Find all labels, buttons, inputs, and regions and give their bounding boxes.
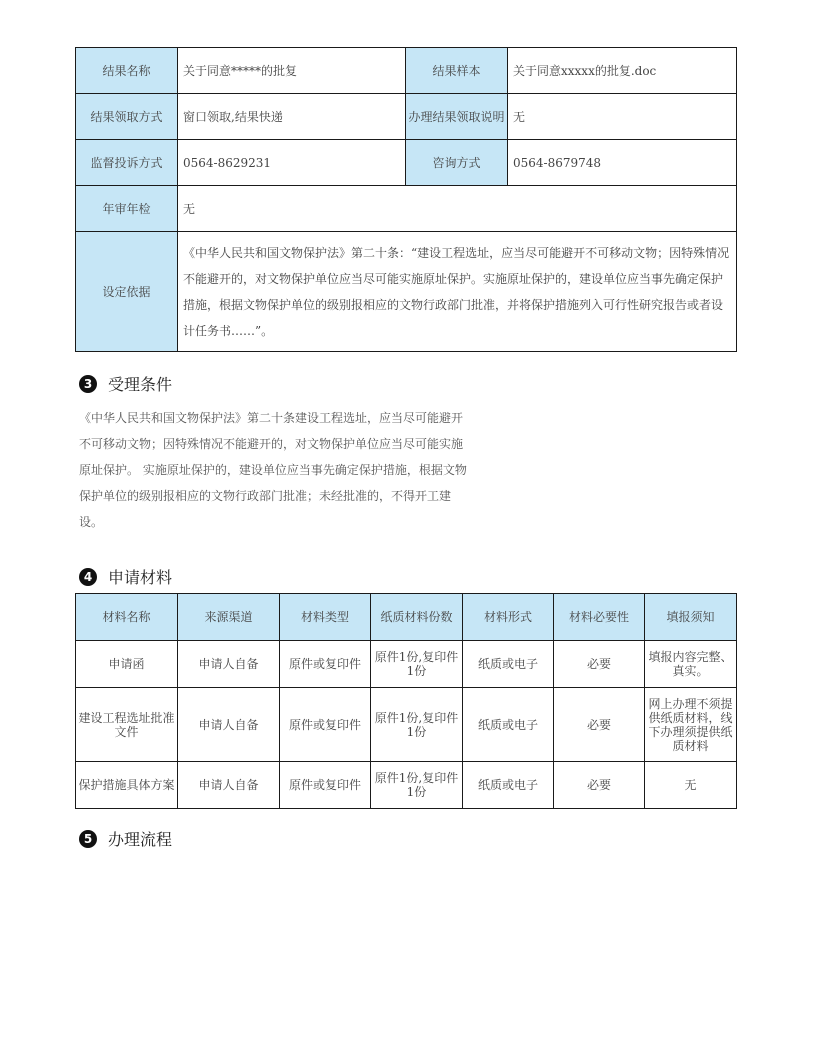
pickup-note-label: 办理结果领取说明 xyxy=(406,94,508,140)
material-source: 申请人自备 xyxy=(178,688,280,762)
material-name: 申请函 xyxy=(76,641,178,688)
material-name: 保护措施具体方案 xyxy=(76,762,178,809)
result-info-table xyxy=(75,47,737,352)
section-process-heading xyxy=(79,827,172,850)
legal-basis-value: 《中华人民共和国文物保护法》第二十条：“建设工程选址，应当尽可能避开不可移动文物；因特殊情况不能避开的，对文物保护单位应当尽可能实施原址保护。实施原址保护的，建设单位应当事先确定保护措施，根据文物保护单位的级别报相应的文物行政部门批准，并将保护措施列入可行性研究报告或者设计任务书……”。 xyxy=(178,232,737,352)
material-necessity: 必要 xyxy=(554,762,645,809)
section-title: 办理流程 xyxy=(108,830,173,849)
material-notes: 填报内容完整、真实。 xyxy=(645,641,737,688)
material-name: 建设工程选址批准文件 xyxy=(76,688,178,762)
annual-check-value: 无 xyxy=(178,186,737,232)
table-header-row xyxy=(76,594,737,641)
result-sample-label: 结果样本 xyxy=(406,48,508,94)
legal-basis-label: 设定依据 xyxy=(76,232,178,352)
material-notes: 网上办理不须提供纸质材料，线下办理须提供纸质材料 xyxy=(645,688,737,762)
column-header: 来源渠道 xyxy=(178,594,280,641)
section-title: 申请材料 xyxy=(108,568,173,587)
table-row xyxy=(76,688,737,762)
column-header: 纸质材料份数 xyxy=(371,594,463,641)
pickup-method-value: 窗口领取,结果快递 xyxy=(178,94,406,140)
material-type: 原件或复印件 xyxy=(280,641,371,688)
material-type: 原件或复印件 xyxy=(280,762,371,809)
pickup-note-value: 无 xyxy=(508,94,737,140)
annual-check-label: 年审年检 xyxy=(76,186,178,232)
result-sample-value: 关于同意xxxxx的批复.doc xyxy=(508,48,737,94)
material-source: 申请人自备 xyxy=(178,641,280,688)
materials-table xyxy=(75,593,737,809)
material-form: 纸质或电子 xyxy=(463,641,554,688)
material-copies: 原件1份,复印件1份 xyxy=(371,641,463,688)
material-notes: 无 xyxy=(645,762,737,809)
section-title: 受理条件 xyxy=(108,375,173,394)
column-header: 材料必要性 xyxy=(554,594,645,641)
complaint-label: 监督投诉方式 xyxy=(76,140,178,186)
result-name-label: 结果名称 xyxy=(76,48,178,94)
acceptance-conditions-text: 《中华人民共和国文物保护法》第二十条建设工程选址，应当尽可能避开不可移动文物；因特殊情况不能避开的，对文物保护单位应当尽可能实施原址保护。 实施原址保护的，建设单位应当事先确定保护措施，根据文物保护单位的级别报相应的文物行政部门批准；未经批准的，不得开工建设。 xyxy=(79,411,467,529)
table-row xyxy=(76,641,737,688)
table-row xyxy=(76,762,737,809)
section-number-badge: 5 xyxy=(79,830,97,848)
column-header: 材料名称 xyxy=(76,594,178,641)
consult-value: 0564-8679748 xyxy=(508,140,737,186)
material-necessity: 必要 xyxy=(554,688,645,762)
consult-label: 咨询方式 xyxy=(406,140,508,186)
pickup-method-label: 结果领取方式 xyxy=(76,94,178,140)
column-header: 材料类型 xyxy=(280,594,371,641)
section-number-badge: 4 xyxy=(79,568,97,586)
material-form: 纸质或电子 xyxy=(463,762,554,809)
section-acceptance-heading xyxy=(79,372,172,395)
material-copies: 原件1份,复印件1份 xyxy=(371,762,463,809)
material-source: 申请人自备 xyxy=(178,762,280,809)
column-header: 填报须知 xyxy=(645,594,737,641)
section-materials-heading xyxy=(79,565,172,588)
material-copies: 原件1份,复印件1份 xyxy=(371,688,463,762)
result-name-value: 关于同意*****的批复 xyxy=(178,48,406,94)
section-number-badge: 3 xyxy=(79,375,97,393)
material-type: 原件或复印件 xyxy=(280,688,371,762)
material-form: 纸质或电子 xyxy=(463,688,554,762)
material-necessity: 必要 xyxy=(554,641,645,688)
complaint-value: 0564-8629231 xyxy=(178,140,406,186)
column-header: 材料形式 xyxy=(463,594,554,641)
